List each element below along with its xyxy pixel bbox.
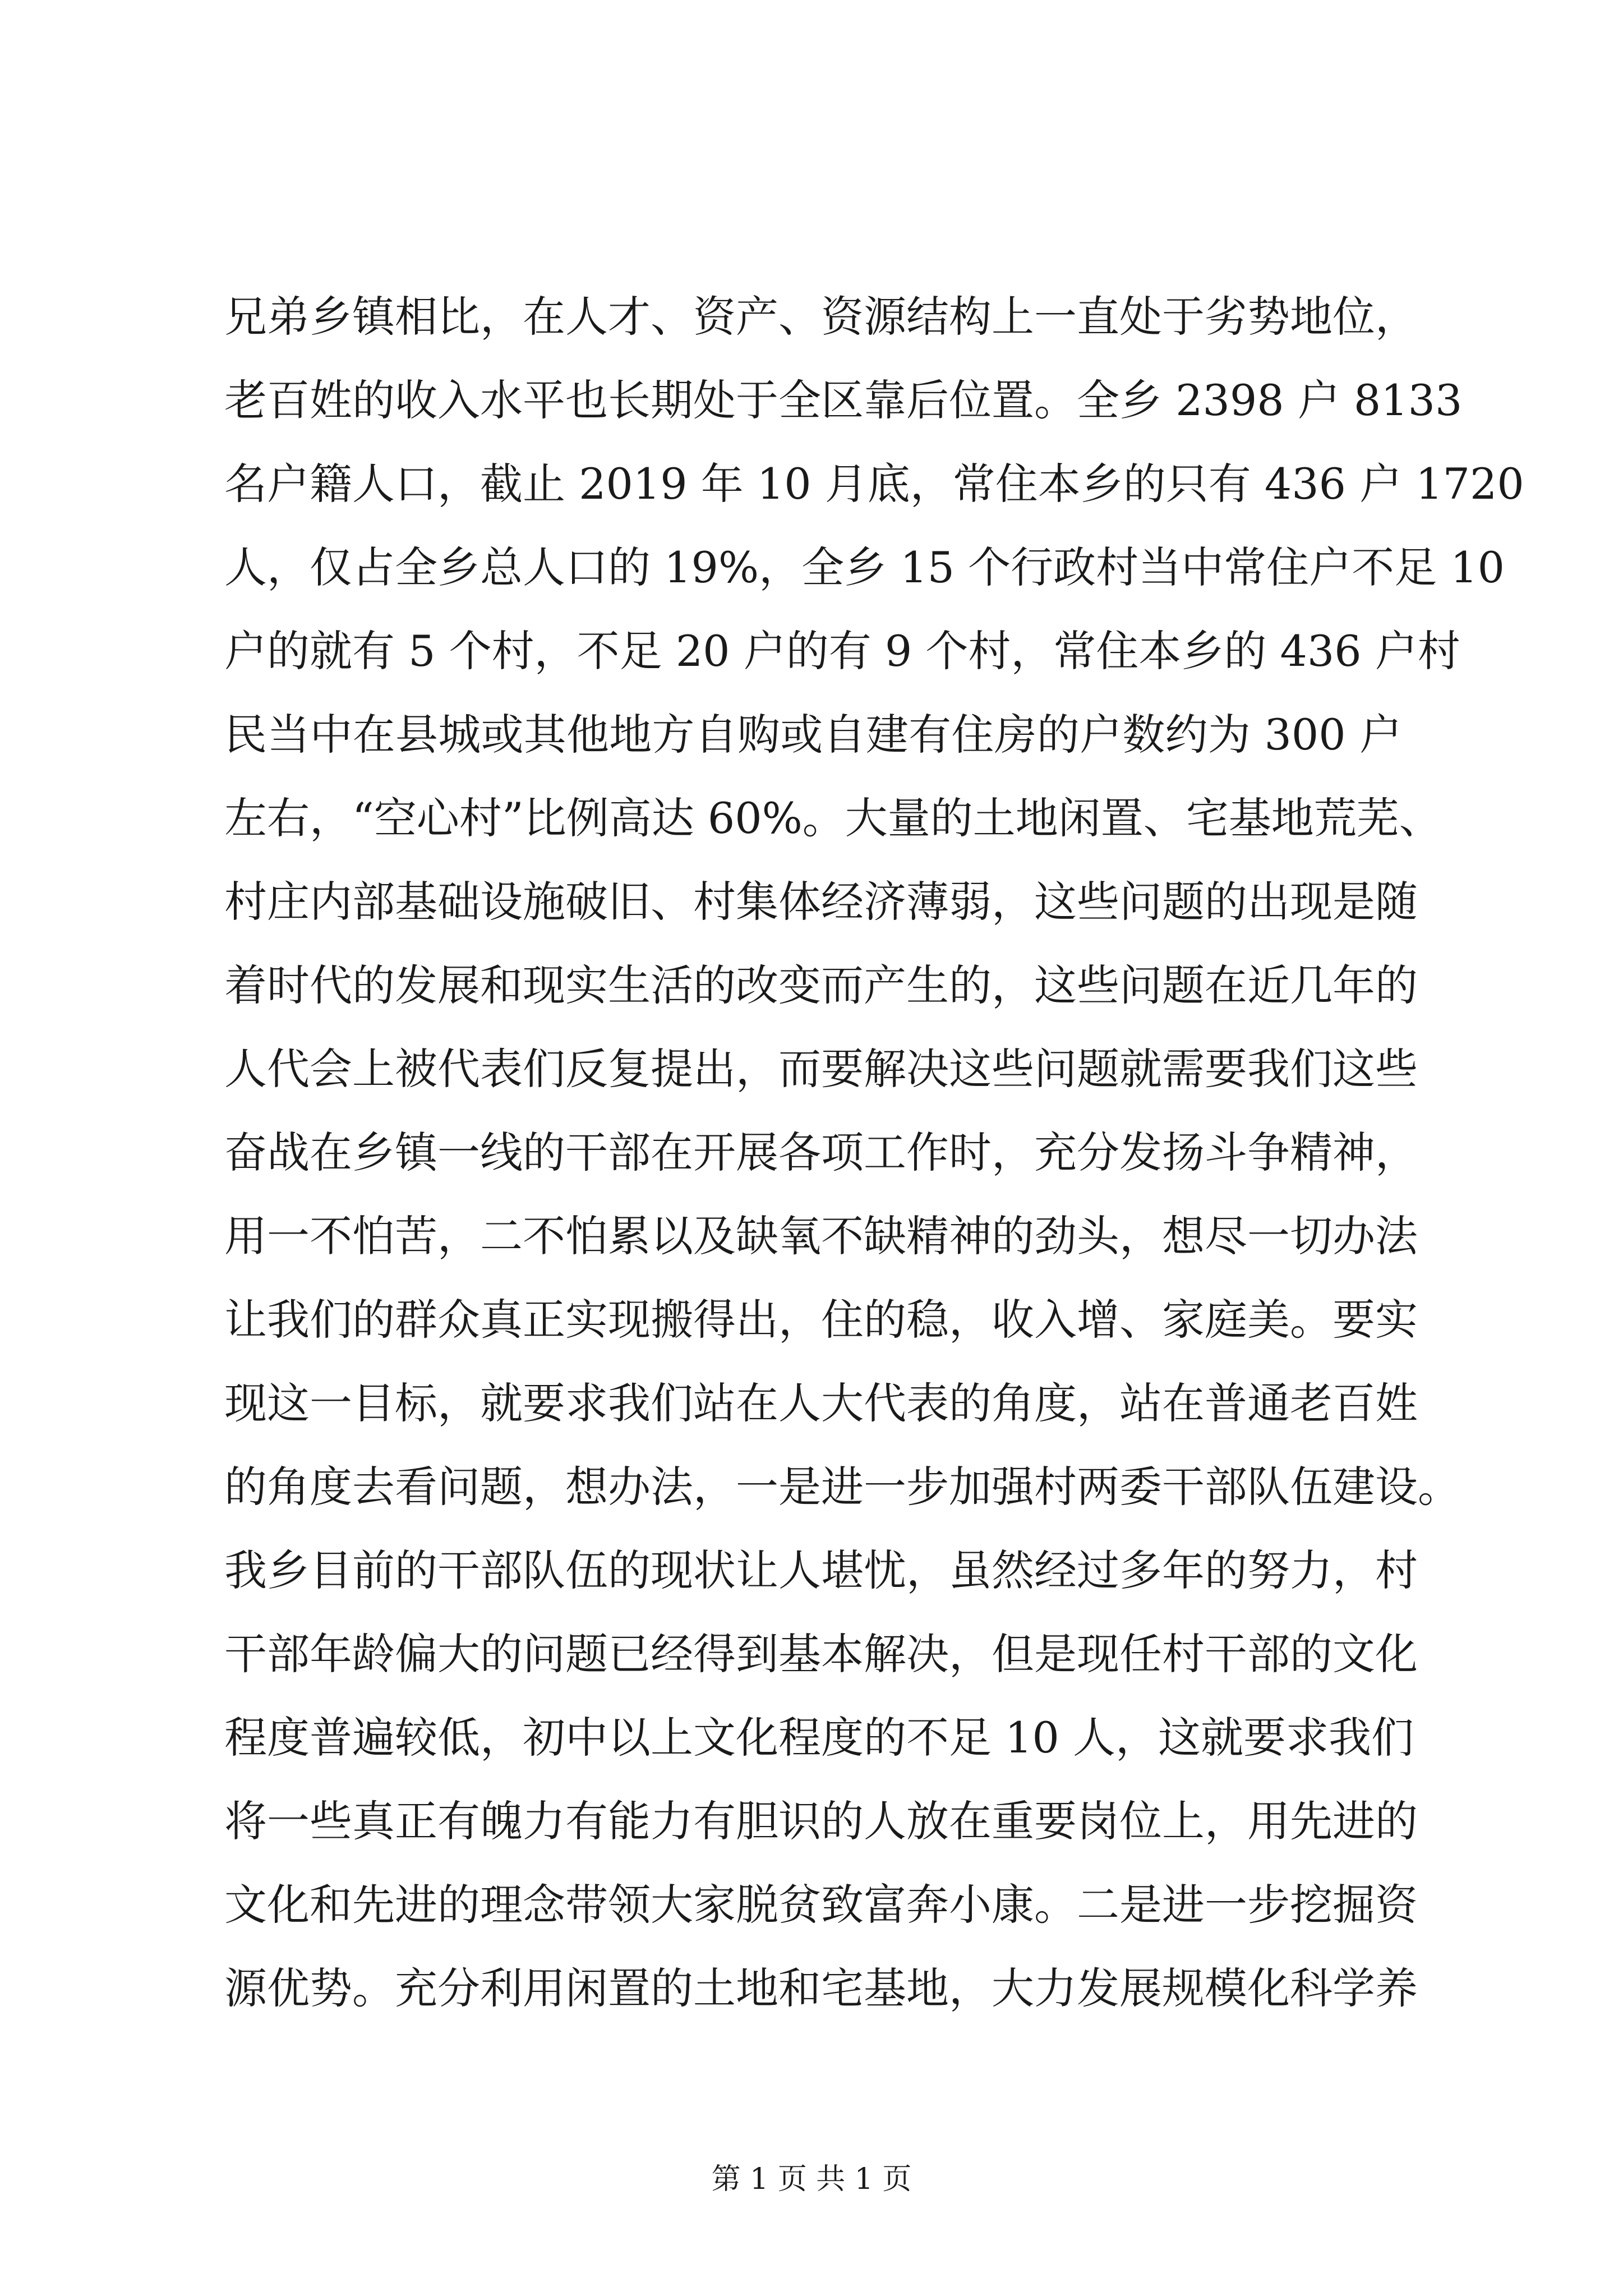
text-line: 奋战在乡镇一线的干部在开展各项工作时，充分发扬斗争精神， (224, 1128, 1418, 1177)
text-line: 兄弟乡镇相比，在人才、资产、资源结构上一直处于劣势地位， (224, 292, 1418, 342)
text-line: 让我们的群众真正实现搬得出，住的稳，收入增、家庭美。要实 (224, 1295, 1418, 1345)
text-line: 人，仅占全乡总人口的 19%，全乡 15 个行政村当中常住户不足 10 (224, 542, 1505, 592)
text-line: 老百姓的收入水平也长期处于全区靠后位置。全乡 2398 户 8133 (224, 375, 1463, 425)
text-line: 我乡目前的干部队伍的现状让人堪忧，虽然经过多年的努力，村 (224, 1545, 1418, 1595)
text-line: 用一不怕苦，二不怕累以及缺氧不缺精神的劲头，想尽一切办法 (224, 1211, 1418, 1261)
text-line: 干部年龄偏大的问题已经得到基本解决，但是现任村干部的文化 (224, 1629, 1418, 1679)
text-line: 将一些真正有魄力有能力有胆识的人放在重要岗位上，用先进的 (224, 1796, 1418, 1846)
text-line: 名户籍人口，截止 2019 年 10 月底，常住本乡的只有 436 户 1720 (224, 459, 1524, 509)
text-line: 户的就有 5 个村，不足 20 户的有 9 个村，常住本乡的 436 户村 (224, 626, 1460, 676)
text-line: 程度普遍较低，初中以上文化程度的不足 10 人，这就要求我们 (224, 1713, 1414, 1763)
page-number-footer: 第 1 页 共 1 页 (711, 2162, 912, 2196)
body-text (224, 275, 1524, 2030)
text-line: 人代会上被代表们反复提出，而要解决这些问题就需要我们这些 (224, 1044, 1418, 1094)
text-line: 着时代的发展和现实生活的改变而产生的，这些问题在近几年的 (224, 960, 1418, 1010)
text-line: 村庄内部基础设施破旧、村集体经济薄弱，这些问题的出现是随 (224, 877, 1418, 927)
text-line: 左右，“空心村”比例高达 60%。大量的土地闲置、宅基地荒芜、 (224, 793, 1442, 843)
text-line: 的角度去看问题，想办法，一是进一步加强村两委干部队伍建设。 (224, 1462, 1460, 1512)
text-line: 现这一目标，就要求我们站在人大代表的角度，站在普通老百姓 (224, 1378, 1418, 1428)
text-line: 文化和先进的理念带领大家脱贫致富奔小康。二是进一步挖掘资 (224, 1880, 1418, 1930)
text-line: 民当中在县城或其他地方自购或自建有住房的户数约为 300 户 (224, 710, 1402, 760)
text-line: 源优势。充分利用闲置的土地和宅基地，大力发展规模化科学养 (224, 1963, 1418, 2013)
